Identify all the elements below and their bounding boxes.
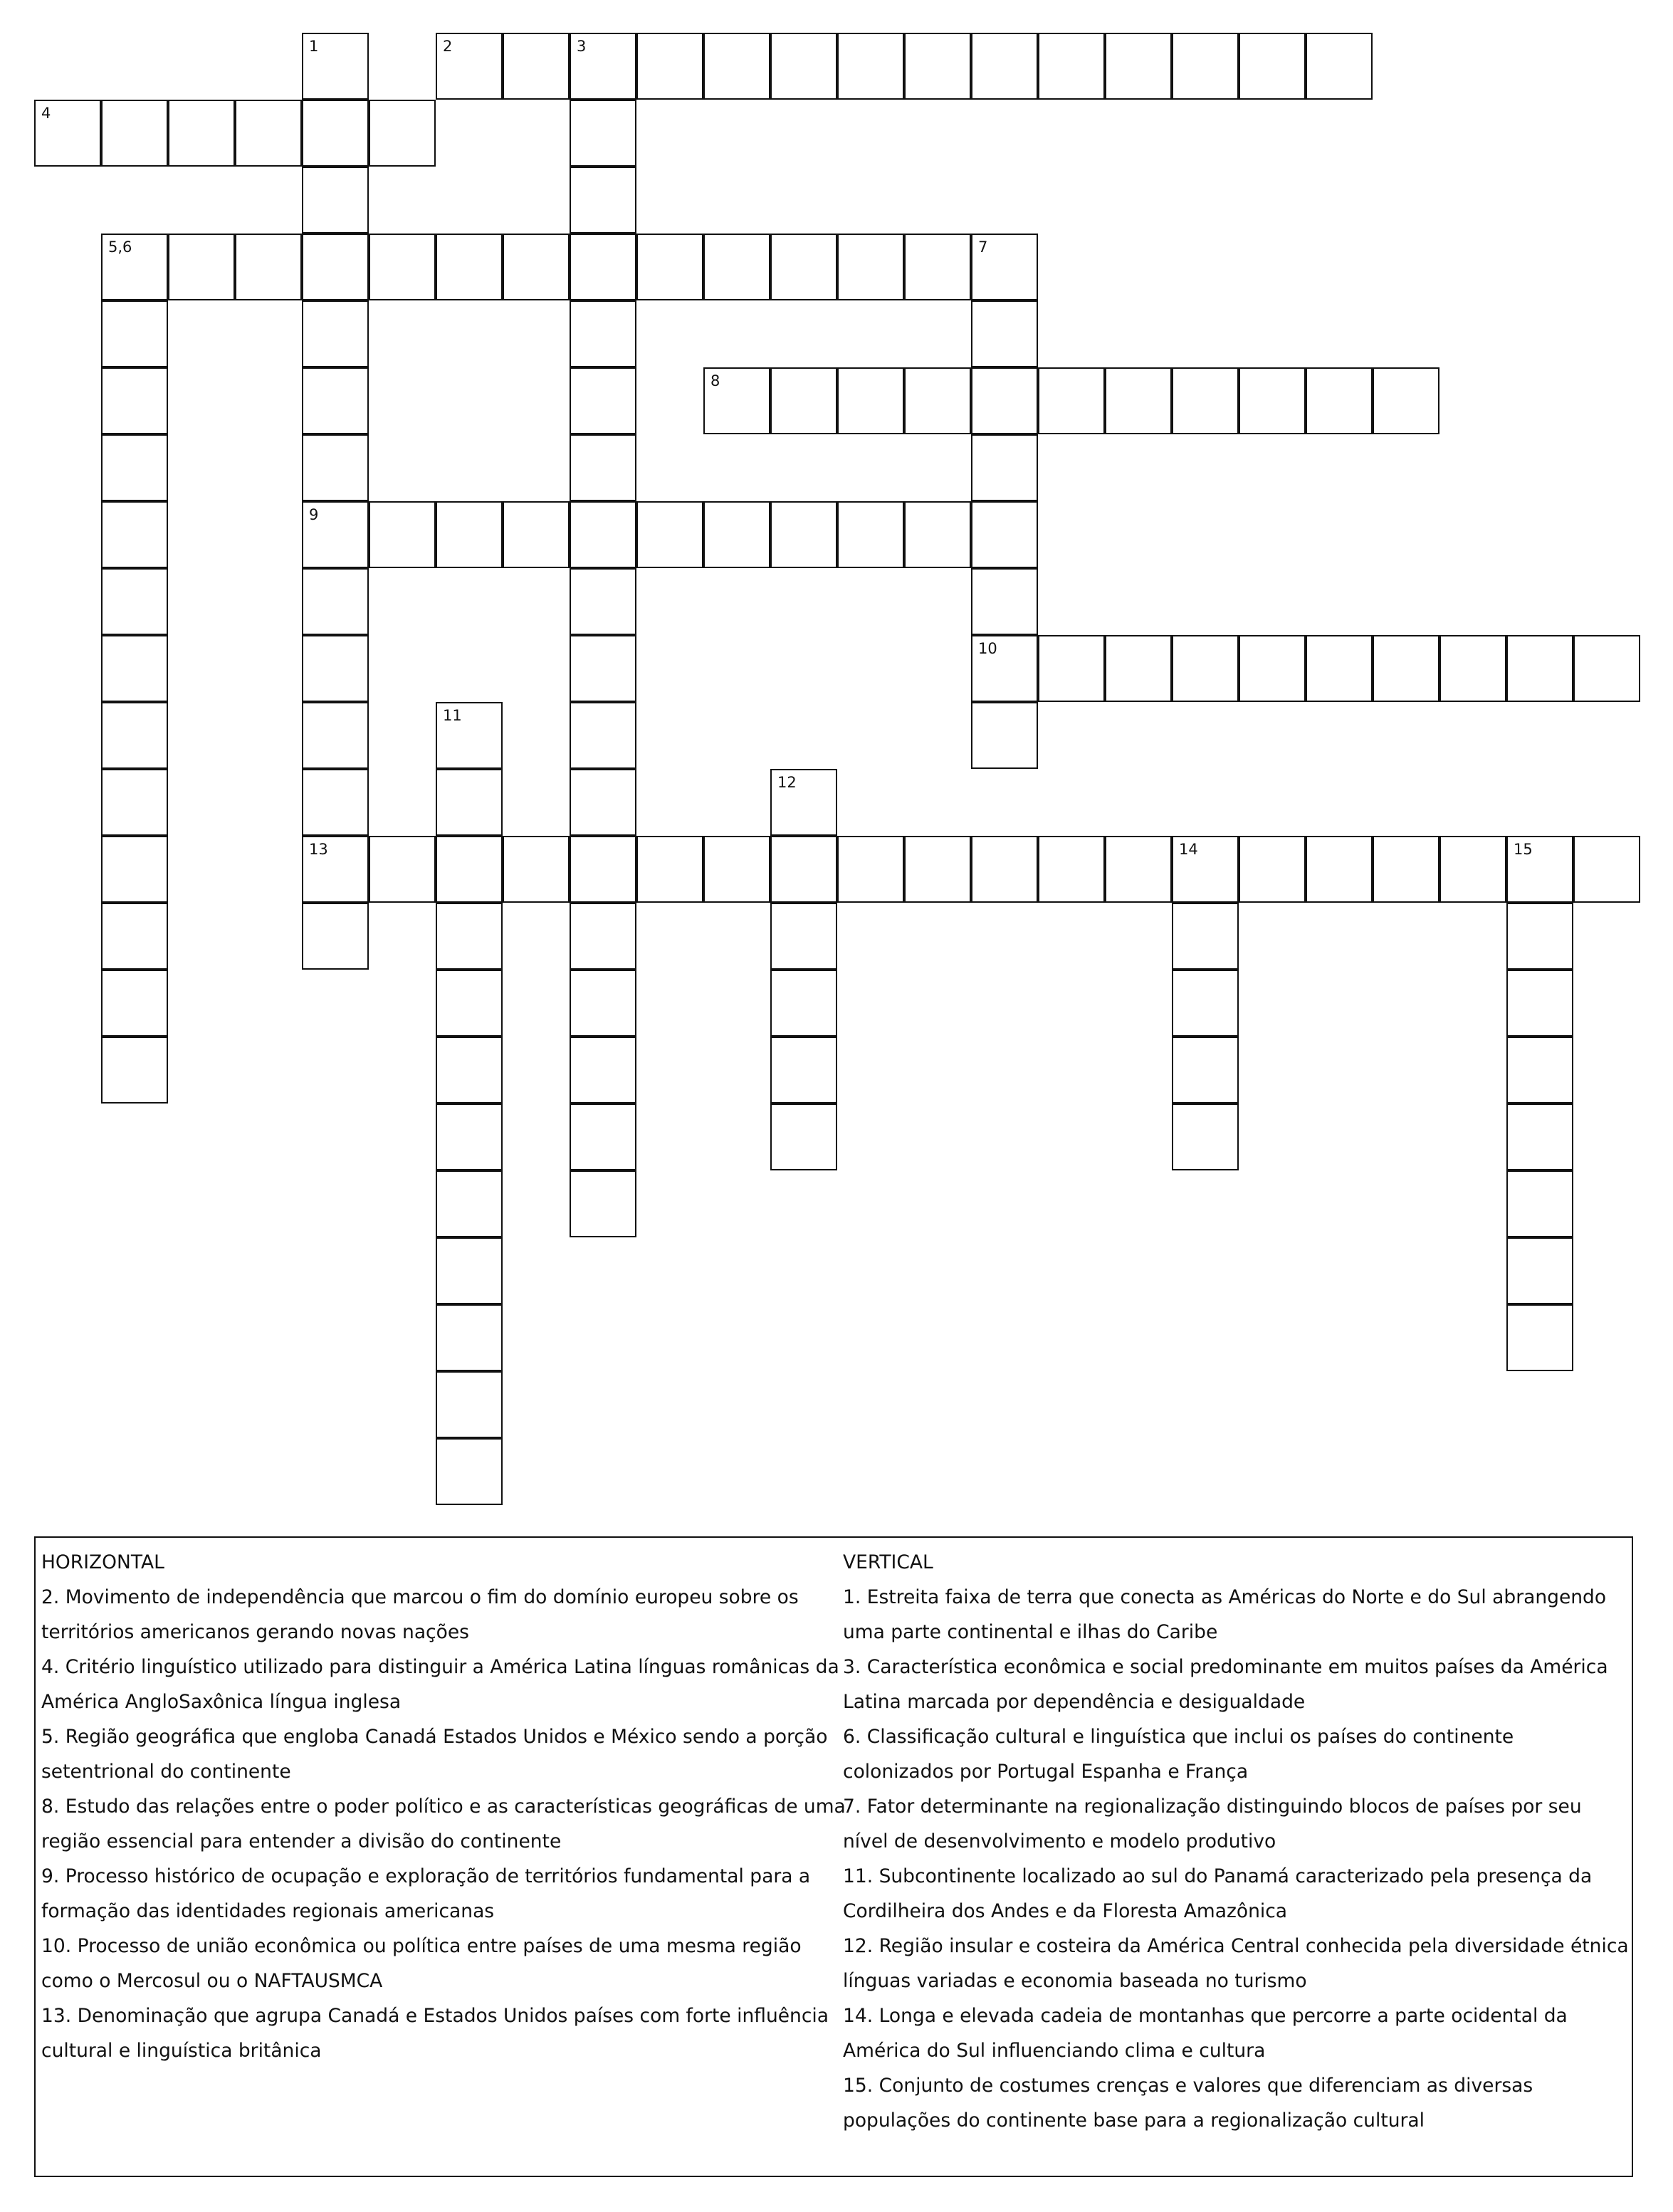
grid-cell[interactable]: [904, 501, 971, 568]
grid-cell[interactable]: [971, 33, 1038, 100]
grid-cell[interactable]: [636, 33, 703, 100]
grid-cell[interactable]: [168, 234, 235, 300]
horizontal-clues: [41, 1545, 846, 2068]
clue-number: 11: [443, 707, 462, 724]
grid-cell[interactable]: [436, 1438, 503, 1505]
grid-cell[interactable]: [1439, 635, 1506, 702]
clue-number: 9: [309, 506, 319, 523]
grid-cell[interactable]: [971, 635, 1038, 702]
grid-cell[interactable]: [101, 702, 168, 769]
grid-cell[interactable]: [703, 33, 770, 100]
grid-cell[interactable]: [503, 234, 570, 300]
grid-cell[interactable]: [570, 501, 636, 568]
grid-cell[interactable]: [1306, 33, 1373, 100]
grid-cell[interactable]: [436, 1170, 503, 1237]
grid-cell[interactable]: [1105, 33, 1172, 100]
grid-cell[interactable]: [101, 970, 168, 1037]
grid-cell[interactable]: [1573, 635, 1640, 702]
grid-cell[interactable]: [1506, 1304, 1573, 1371]
grid-cell[interactable]: [436, 836, 503, 903]
grid-cell[interactable]: [436, 33, 503, 100]
clue-vertical-1: 1. Estreita faixa de terra que conecta as Américas do Norte e do Sul abrangendo uma parte continental e ilhas do Caribe: [843, 1586, 1607, 1643]
grid-cell[interactable]: [436, 234, 503, 300]
grid-cell[interactable]: [570, 300, 636, 367]
grid-cell[interactable]: [1105, 367, 1172, 434]
clue-number: 13: [309, 841, 328, 858]
clue-horizontal-10: 10. Processo de união econômica ou política entre países de uma mesma região como o Mercosul ou o NAFTAUSMCA: [41, 1935, 802, 1992]
grid-cell[interactable]: [570, 1104, 636, 1170]
grid-cell[interactable]: [503, 501, 570, 568]
grid-cell[interactable]: [770, 769, 837, 836]
grid-cell[interactable]: [703, 367, 770, 434]
grid-cell[interactable]: [101, 501, 168, 568]
clue-vertical-11: 11. Subcontinente localizado ao sul do Panamá caracterizado pela presença da Cordilheira dos Andes e da Floresta Amazônica: [843, 1865, 1593, 1922]
grid-cell[interactable]: [168, 100, 235, 167]
clue-box: [34, 1536, 1633, 2177]
grid-cell[interactable]: [1373, 836, 1439, 903]
grid-cell[interactable]: [369, 501, 436, 568]
grid-cell[interactable]: [1306, 836, 1373, 903]
grid-cell[interactable]: [1105, 635, 1172, 702]
grid-cell[interactable]: [971, 234, 1038, 300]
grid-cell[interactable]: [770, 1037, 837, 1104]
grid-cell[interactable]: [302, 635, 369, 702]
clue-number: 3: [577, 38, 587, 55]
grid-cell[interactable]: [436, 1371, 503, 1438]
clue-vertical-12: 12. Região insular e costeira da América Central conhecida pela diversidade étnica línguas variadas e economia baseada no turismo: [843, 1935, 1629, 1992]
grid-cell[interactable]: [302, 836, 369, 903]
grid-cell[interactable]: [570, 434, 636, 501]
grid-cell[interactable]: [235, 100, 302, 167]
grid-cell[interactable]: [101, 635, 168, 702]
grid-cell[interactable]: [34, 100, 101, 167]
grid-cell[interactable]: [770, 836, 837, 903]
grid-cell[interactable]: [1172, 1037, 1239, 1104]
grid-cell[interactable]: [1105, 836, 1172, 903]
grid-cell[interactable]: [302, 501, 369, 568]
grid-cell[interactable]: [570, 1037, 636, 1104]
grid-cell[interactable]: [1239, 635, 1306, 702]
grid-cell[interactable]: [1038, 836, 1105, 903]
grid-cell[interactable]: [904, 234, 971, 300]
grid-cell[interactable]: [1439, 836, 1506, 903]
grid-cell[interactable]: [570, 167, 636, 234]
grid-cell[interactable]: [302, 167, 369, 234]
grid-cell[interactable]: [703, 836, 770, 903]
grid-cell[interactable]: [570, 568, 636, 635]
grid-cell[interactable]: [1172, 970, 1239, 1037]
grid-cell[interactable]: [1506, 903, 1573, 970]
grid-cell[interactable]: [101, 234, 168, 300]
grid-cell[interactable]: [302, 300, 369, 367]
vertical-heading: VERTICAL: [843, 1551, 933, 1573]
clue-horizontal-2: 2. Movimento de independência que marcou o fim do domínio europeu sobre os territórios americanos gerando novas nações: [41, 1586, 799, 1643]
grid-cell[interactable]: [971, 836, 1038, 903]
grid-cell[interactable]: [570, 1170, 636, 1237]
grid-cell[interactable]: [837, 33, 904, 100]
grid-cell[interactable]: [570, 33, 636, 100]
grid-cell[interactable]: [703, 501, 770, 568]
grid-cell[interactable]: [971, 702, 1038, 769]
clue-horizontal-8: 8. Estudo das relações entre o poder político e as características geográficas de uma região essencial para entender a divisão do continente: [41, 1796, 846, 1852]
clue-vertical-14: 14. Longa e elevada cadeia de montanhas que percorre a parte ocidental da América do Sul influenciando clima e cultura: [843, 2005, 1568, 2062]
grid-cell[interactable]: [770, 1104, 837, 1170]
grid-cell[interactable]: [971, 568, 1038, 635]
grid-cell[interactable]: [302, 234, 369, 300]
clue-vertical-7: 7. Fator determinante na regionalização distinguindo blocos de países por seu nível de desenvolvimento e modelo produtivo: [843, 1796, 1582, 1852]
grid-cell[interactable]: [101, 836, 168, 903]
clue-number: 12: [777, 774, 797, 791]
grid-cell[interactable]: [302, 33, 369, 100]
clue-vertical-3: 3. Característica econômica e social predominante em muitos países da América Latina marcada por dependência e desigualdade: [843, 1656, 1608, 1713]
grid-cell[interactable]: [503, 33, 570, 100]
grid-cell[interactable]: [302, 434, 369, 501]
grid-cell[interactable]: [1506, 1170, 1573, 1237]
grid-cell[interactable]: [636, 234, 703, 300]
clue-number: 14: [1179, 841, 1198, 858]
grid-cell[interactable]: [570, 836, 636, 903]
clue-horizontal-4: 4. Critério linguístico utilizado para distinguir a América Latina línguas românicas da América AngloSaxônica língua inglesa: [41, 1656, 839, 1713]
grid-cell[interactable]: [1506, 970, 1573, 1037]
clue-horizontal-5: 5. Região geográfica que engloba Canadá Estados Unidos e México sendo a porção setentrional do continente: [41, 1726, 828, 1783]
grid-cell[interactable]: [971, 434, 1038, 501]
grid-cell[interactable]: [1306, 367, 1373, 434]
clue-number: 7: [978, 239, 988, 256]
grid-cell[interactable]: [436, 769, 503, 836]
grid-cell[interactable]: [369, 234, 436, 300]
grid-cell[interactable]: [770, 367, 837, 434]
grid-cell[interactable]: [101, 903, 168, 970]
grid-cell[interactable]: [837, 367, 904, 434]
grid-cell[interactable]: [904, 836, 971, 903]
grid-cell[interactable]: [302, 100, 369, 167]
grid-cell[interactable]: [770, 970, 837, 1037]
grid-cell[interactable]: [302, 702, 369, 769]
clue-vertical-6: 6. Classificação cultural e linguística que inclui os países do continente colonizados por Portugal Espanha e França: [843, 1726, 1514, 1783]
grid-cell[interactable]: [302, 769, 369, 836]
grid-cell[interactable]: [101, 300, 168, 367]
grid-cell[interactable]: [1038, 367, 1105, 434]
grid-cell[interactable]: [101, 100, 168, 167]
grid-cell[interactable]: [101, 1037, 168, 1104]
grid-cell[interactable]: [1239, 836, 1306, 903]
grid-cell[interactable]: [570, 702, 636, 769]
grid-cell[interactable]: [770, 234, 837, 300]
grid-cell[interactable]: [904, 367, 971, 434]
grid-cell[interactable]: [971, 501, 1038, 568]
grid-cell[interactable]: [770, 903, 837, 970]
grid-cell[interactable]: [1038, 635, 1105, 702]
clue-horizontal-9: 9. Processo histórico de ocupação e exploração de territórios fundamental para a formação das identidades regionais americanas: [41, 1865, 811, 1922]
grid-cell[interactable]: [570, 769, 636, 836]
grid-cell[interactable]: [302, 903, 369, 970]
grid-cell[interactable]: [436, 702, 503, 769]
grid-cell[interactable]: [570, 234, 636, 300]
clue-number: 8: [710, 372, 720, 389]
grid-cell[interactable]: [1172, 903, 1239, 970]
clue-number: 15: [1514, 841, 1533, 858]
clue-number: 2: [443, 38, 453, 55]
grid-cell[interactable]: [1373, 367, 1439, 434]
grid-cell[interactable]: [436, 1237, 503, 1304]
grid-cell[interactable]: [837, 501, 904, 568]
grid-cell[interactable]: [436, 903, 503, 970]
grid-cell[interactable]: [1239, 33, 1306, 100]
grid-cell[interactable]: [1506, 635, 1573, 702]
clue-number: 1: [309, 38, 319, 55]
grid-cell[interactable]: [837, 836, 904, 903]
grid-cell[interactable]: [436, 501, 503, 568]
grid-cell[interactable]: [971, 300, 1038, 367]
grid-cell[interactable]: [101, 434, 168, 501]
grid-cell[interactable]: [235, 234, 302, 300]
grid-cell[interactable]: [904, 33, 971, 100]
clue-vertical-15: 15. Conjunto de costumes crenças e valores que diferenciam as diversas populações do continente base para a regionalização cultural: [843, 2075, 1533, 2132]
grid-cell[interactable]: [770, 33, 837, 100]
grid-cell[interactable]: [369, 100, 436, 167]
clue-horizontal-13: 13. Denominação que agrupa Canadá e Estados Unidos países com forte influência cultural e linguística britânica: [41, 2005, 829, 2062]
grid-cell[interactable]: [436, 1104, 503, 1170]
grid-cell[interactable]: [1172, 33, 1239, 100]
grid-cell[interactable]: [436, 1304, 503, 1371]
grid-cell[interactable]: [1172, 367, 1239, 434]
grid-cell[interactable]: [1239, 367, 1306, 434]
grid-cell[interactable]: [1172, 1104, 1239, 1170]
grid-cell[interactable]: [436, 1037, 503, 1104]
grid-cell[interactable]: [1573, 836, 1640, 903]
grid-cell[interactable]: [369, 836, 436, 903]
grid-cell[interactable]: [101, 568, 168, 635]
grid-cell[interactable]: [1172, 635, 1239, 702]
grid-cell[interactable]: [703, 234, 770, 300]
grid-cell[interactable]: [636, 836, 703, 903]
grid-cell[interactable]: [1506, 1037, 1573, 1104]
clue-number: 10: [978, 640, 997, 657]
clue-number: 4: [41, 105, 51, 122]
grid-cell[interactable]: [1506, 836, 1573, 903]
grid-cell[interactable]: [570, 970, 636, 1037]
grid-cell[interactable]: [101, 769, 168, 836]
grid-cell[interactable]: [302, 367, 369, 434]
grid-cell[interactable]: [570, 635, 636, 702]
horizontal-heading: HORIZONTAL: [41, 1551, 164, 1573]
grid-cell[interactable]: [770, 501, 837, 568]
grid-cell[interactable]: [636, 501, 703, 568]
grid-cell[interactable]: [436, 970, 503, 1037]
grid-cell[interactable]: [1506, 1104, 1573, 1170]
grid-cell[interactable]: [503, 836, 570, 903]
grid-cell[interactable]: [570, 367, 636, 434]
grid-cell[interactable]: [837, 234, 904, 300]
clue-number: 5,6: [108, 239, 132, 256]
grid-cell[interactable]: [1172, 836, 1239, 903]
grid-cell[interactable]: [1306, 635, 1373, 702]
grid-cell[interactable]: [1038, 33, 1105, 100]
grid-cell[interactable]: [570, 903, 636, 970]
grid-cell[interactable]: [971, 367, 1038, 434]
grid-cell[interactable]: [101, 367, 168, 434]
vertical-clues: [843, 1545, 1630, 2138]
grid-cell[interactable]: [302, 568, 369, 635]
grid-cell[interactable]: [570, 100, 636, 167]
grid-cell[interactable]: [1373, 635, 1439, 702]
grid-cell[interactable]: [1506, 1237, 1573, 1304]
